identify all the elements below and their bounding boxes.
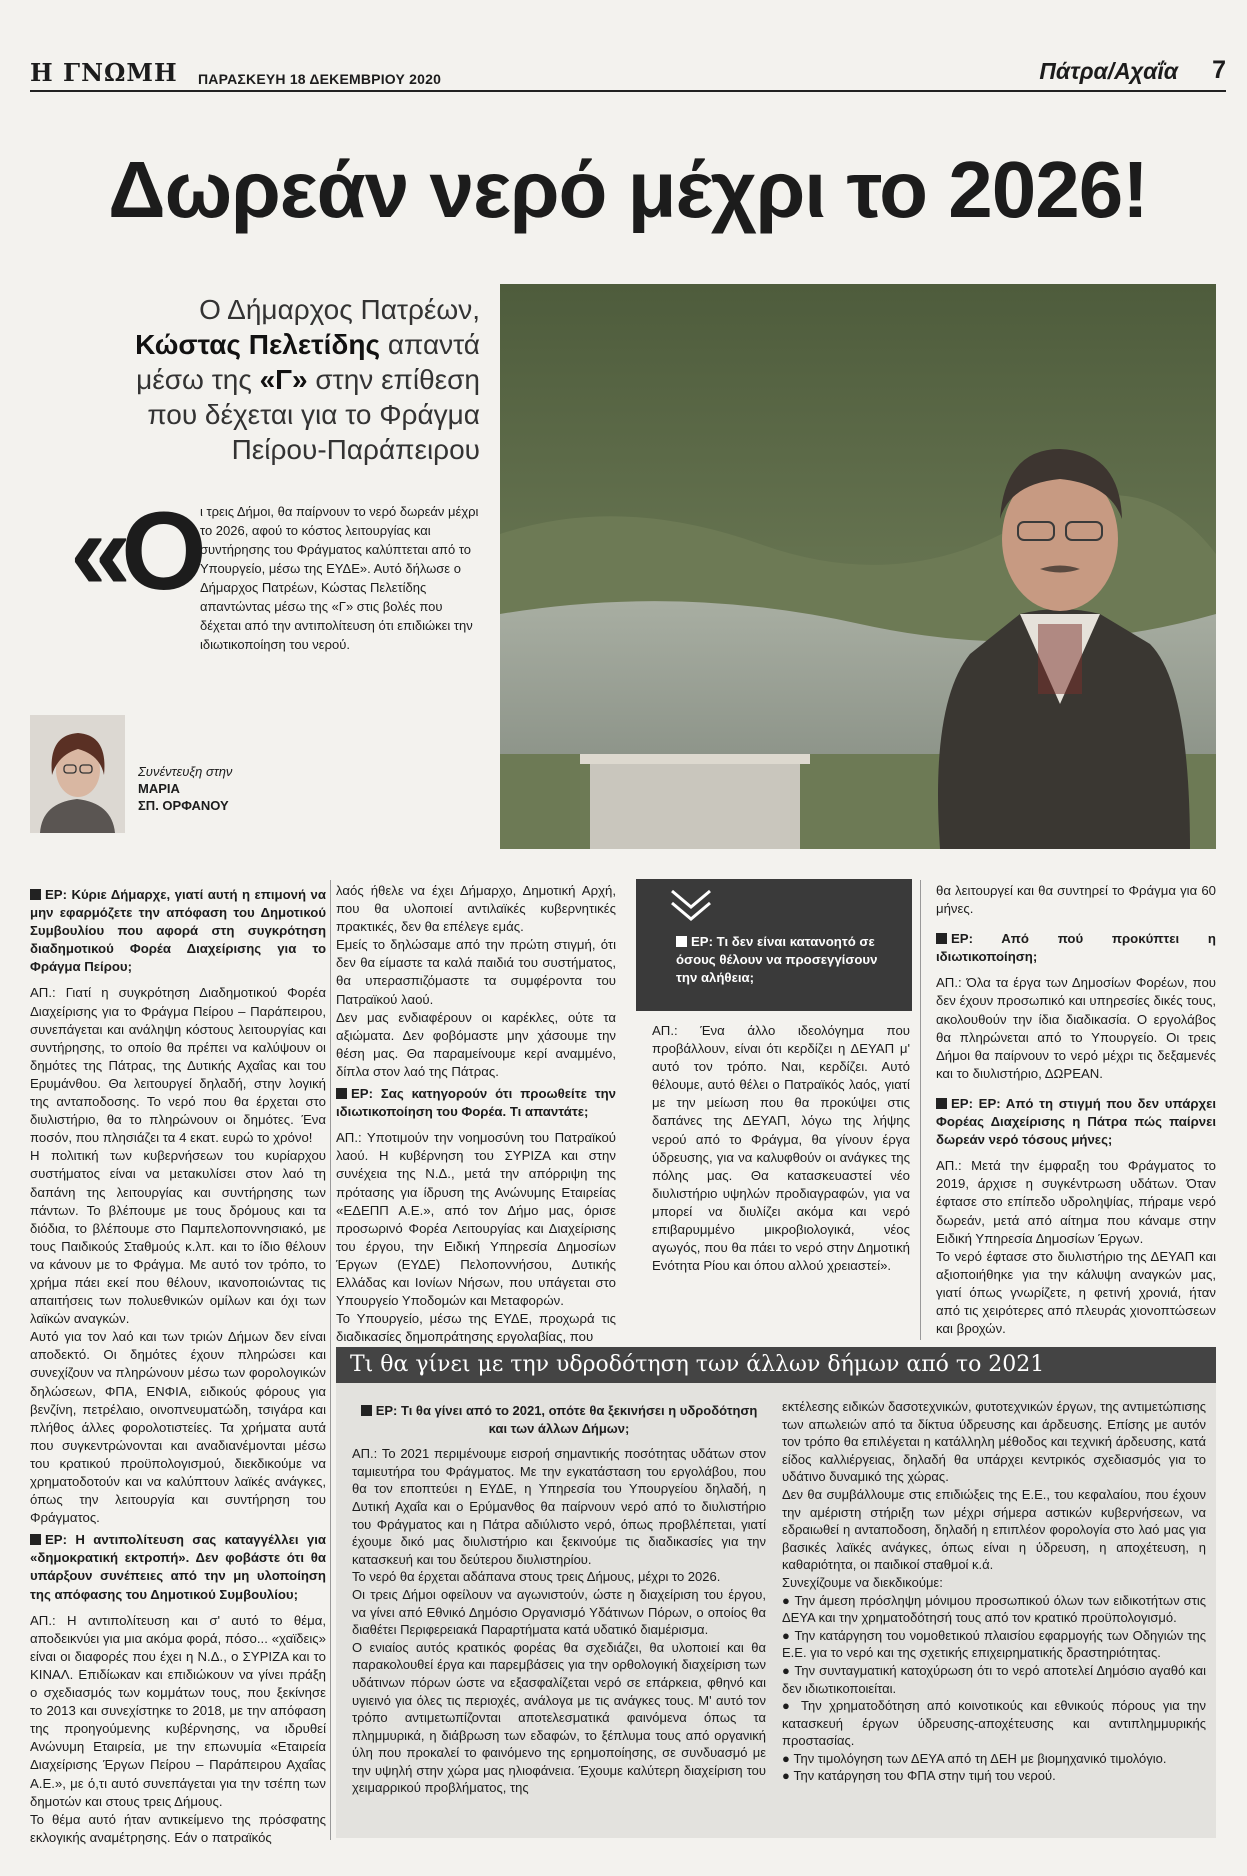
article-column-1 [30, 882, 326, 1847]
square-bullet-icon [676, 936, 687, 947]
square-bullet-icon [361, 1405, 372, 1416]
deck-text: μέσω της [136, 364, 260, 395]
paragraph: Το Υπουργείο, μέσω της ΕΥΔΕ, προχωρά τις διαδικασίες δημοπράτησης εργολαβίας, που [336, 1311, 616, 1345]
paragraph: Το θέμα αυτό ήταν αντικείμενο της πρόσφατης εκλογικής αναμέτρησης. Εάν ο πατραϊκός [30, 1811, 326, 1845]
reporter-label: Συνέντευξη στην [138, 764, 233, 779]
question [936, 1095, 1216, 1149]
deck-line: Ο Δήμαρχος Πατρέων, [199, 294, 480, 325]
answer: ΑΠ.: Το 2021 περιμένουμε εισροή σημαντικής ποσότητας υδάτων στον ταμιευτήρα του Φράγματος. Με την εγκατάσταση του εργολάβου, που θα τον εποπτεύει η ΕΥΔΕ, η Υπηρεσία του Υπουργείου δηλαδή, η Δυτική Αχαΐα και ο Ερύμανθος θα παίρνουν νερό από το διυλιστήριο του Φράγματος και η Πάτρα αδιύλιστο νερό, όπως προβλέπεται, γιατί έχουμε δικό μας διυλιστήριο και ξεκινούμε τις διαδικασίες για την κατασκευή και του δεύτερου διυλιστηρίου. [352, 1446, 766, 1567]
demand-text: Την συνταγματική κατοχύρωση ότι το νερό αποτελεί Δημόσιο αγαθό και δεν ιδιωτικοποιείται. [782, 1662, 1206, 1696]
box-column-left [352, 1398, 766, 1797]
answer: ΑΠ.: Μετά την έμφραξη του Φράγματος το 2019, άρχισε η συγκέντρωση υδάτων. Όταν έφτασε στο επίπεδο υδροληψίας, πήραμε νερό δωρεάν, μετά από αίτημα που κάναμε στην Ειδική Υπηρεσία Δημοσίων Έργων. [936, 1158, 1216, 1246]
page-number: 7 [1212, 56, 1226, 84]
reporter-caption [138, 763, 232, 814]
paragraph: Εμείς το δηλώσαμε από την πρώτη στιγμή, ότι δεν θα είμαστε τα καλά παιδιά του συστήματος, θα υπερασπιζόμαστε τα συμφέροντα του Πατραϊκού λαού. [336, 937, 616, 1007]
mayor-name: Κώστας Πελετίδης [135, 329, 381, 360]
paragraph: εκτέλεσης ειδικών δασοτεχνικών, φυτοτεχνικών έργων, της αντιμετώπισης των απωλειών από τα δίκτυα ύδρευσης και άρδευσης. Επίσης με αυτόν τον τρόπο θα επιλέγεται η κατάλληλη μέθοδος και τεχνική άρδευσης, κατά είδος καλλιέργειας, δηλαδή θα υπάρχει κεντρικός σχεδιασμός για το υδάτινο δυναμικό της χώρας. [782, 1399, 1206, 1485]
deck-text: απαντά [380, 329, 480, 360]
bullet-icon: ● [782, 1698, 801, 1714]
question-text: ΕΡ: Τι θα γίνει από το 2021, οπότε θα ξεκινήσει η υδροδότηση και των άλλων Δήμων; [375, 1403, 758, 1436]
paragraph: Αυτό για τον λαό και των τριών Δήμων δεν είναι αποδεκτό. Οι δημότες έχουν πληρώσει και συνεχίζουν να πληρώνουν μέσω των φορολογικών δηλώσεων, ΦΠΑ, ΕΝΦΙΑ, ειδικούς φόρους για βενζίνη, πετρέλαιο, οινοπνευματώδη, τσιγάρα και πλήθος άλλες φορολοτιστείες. Τα χρήματα αυτά που συγκεντρώνονται και αναδιανέμονται μέσω του κρατικού προϋπολογισμού, διεκδικούμε να χρηματοδοτούν και να καλύπτουν λαϊκές ανάγκες, όπως την λειτουργία και συντήρηση του Φράγματος. [30, 1329, 326, 1526]
question-text: ΕΡ: Κύριε Δήμαρχε, γιατί αυτή η επιμονή να μην εφαρμόζετε την απόφαση του Δημοτικού Συμβουλίου που αφορά στη συγκρότηση διαδημοτικού Φορέα Διαχείρισης για το Φράγμα Πείρου; [30, 887, 326, 975]
newspaper-logo: Η ΓΝΩΜΗ [30, 58, 178, 87]
headline: Δωρεάν νερό μέχρι το 2026! [108, 145, 1148, 234]
reporter-photo [30, 715, 125, 833]
question-text: ΕΡ: Η αντιπολίτευση σας καταγγέλλει για «δημοκρατική εκτροπή». Δεν φοβάστε ότι θα υπάρξουν συνέπειες από την μη υλοποίηση της απόφασης του Δημοτικού Συμβουλίου; [30, 1532, 326, 1602]
mayor-photo [500, 284, 1216, 849]
answer: ΑΠ.: Ένα άλλο ιδεολόγημα που προβάλλουν, είναι ότι κερδίζει η ΔΕΥΑΠ μ' αυτό τον τρόπο. Ναι, κερδίζει. Αυτό θέλουμε, αυτό θέλει ο Πατραϊκός λαός, γιατί με την μείωση που θα προκύψει στις δαπάνες της ΔΕΥΑΠ, λόγω της λήψης νερού από το Φράγμα, θα γίνουν έργα ύδρευσης, για να καλυφθούν οι ανάγκες της πόλης μας. Θα κατασκευαστεί νέο διυλιστήριο υψηλών προδιαγραφών, για να μπορεί να διυλίζει ακόμα και νερό επιβαρυμμένο μικροβιολογικά, νέος αγωγός, που θα πάει το νερό στην Δημοτική Ενότητα Ρίου και όπου αλλού χρειαστεί». [652, 1023, 910, 1274]
question-text: ΕΡ: Σας κατηγορούν ότι προωθείτε την ιδιωτικοποίηση του Φορέα. Τι απαντάτε; [336, 1086, 616, 1120]
square-bullet-icon [30, 1534, 41, 1545]
paragraph: Το νερό έφτασε στο διυλιστήριο της ΔΕΥΑΠ και αξιοποιήθηκε για την κάλυψη αναγκών μας, γιατί όπως γνωρίζετε, η φετινή χρονιά, ήταν από τις χειρότερες από πλευράς χιονοπτώσεων και βροχών. [936, 1248, 1216, 1337]
column-divider [330, 880, 331, 1840]
drop-quote-mark: «Ο [70, 490, 197, 613]
deck-line: που δέχεται για το Φράγμα [147, 399, 480, 430]
box-title-bar: Τι θα γίνει με την υδροδότηση των άλλων δήμων από το 2021 [336, 1347, 1216, 1383]
reporter-name [138, 781, 229, 813]
demand-text: Την τιμολόγηση των ΔΕΥΑ από τη ΔΕΗ με βιομηχανικό τιμολόγιο. [793, 1750, 1167, 1766]
paragraph: Δεν μας ενδιαφέρουν οι καρέκλες, ούτε τα αξιώματα. Δεν φοβόμαστε μην χάσουμε την θέση μας. Θα παραμείνουμε κερί αναμμένο, δίπλα στον λαό της Πάτρας. [336, 1009, 616, 1079]
column-divider [920, 880, 921, 1340]
article-column-4 [936, 882, 1216, 1338]
bullet-icon: ● [782, 1592, 795, 1608]
article-column-3 [652, 1022, 910, 1275]
newspaper-header [30, 52, 1226, 92]
question [936, 930, 1216, 966]
highlight-question-box [636, 879, 912, 1011]
chevron-down-icon [666, 885, 716, 925]
highlight-question [676, 933, 896, 987]
demand-item [782, 1767, 1206, 1785]
demand-item [782, 1592, 1206, 1627]
deck-gamma: «Γ» [259, 364, 308, 395]
deck-line [60, 362, 480, 397]
section-name: Πάτρα/Αχαΐα [1039, 58, 1178, 84]
paragraph: λαός ήθελε να έχει Δήμαρχο, Δημοτική Αρχή, που θα υλοποιεί αντιλαϊκές κυβερνητικές πρακτικές, δεν θα επέλεγε εμάς. [336, 883, 616, 935]
paragraph: Το νερό θα έρχεται αδάπανα στους τρεις Δήμους, μέχρι το 2026. [352, 1569, 721, 1585]
deck-line [60, 327, 480, 362]
article-column-2 [336, 882, 616, 1346]
answer: ΑΠ.: Γιατί η συγκρότηση Διαδημοτικού Φορέα Διαχείρισης για το Φράγμα Πείρου – Παράπειρου, συνεπάγεται και ανάληψη κόστους λειτουργίας και συντήρησης, το οποίο θα πρέπει να καλύψουν οι δημότες της Πάτρας, της Δυτικής Αχαΐας και του Ερυμάνθου. Θα λειτουργεί δηλαδή, στην λογική της ανταποδοσης. Το νερό που θα έρχεται στο διυλιστήριο, θα το πληρώνουν οι δημότες. Ένα ποσόν, που πλησιάζει τα 4 εκατ. ευρώ το χρόνο! [30, 985, 326, 1146]
square-bullet-icon [936, 933, 947, 944]
question-text: ΕΡ: ΕΡ: Από τη στιγμή που δεν υπάρχει Φορέας Διαχείρισης η Πάτρα πώς παίρνει δωρεάν νερό τόσους μήνες; [936, 1095, 1216, 1148]
square-bullet-icon [336, 1088, 347, 1099]
demand-item [782, 1697, 1206, 1750]
question [30, 886, 326, 976]
paragraph: Οι τρεις Δήμοι οφείλουν να αγωνιστούν, ώστε η διαχείριση του έργου, να γίνει από Εθνικό Δημόσιο Οργανισμό Υδάτινων Πόρων, ο οποίος θα διαθέτει Περιφερειακά Παραρτήματα κατά υδατικό διαμέρισμα. [352, 1586, 766, 1638]
answer: ΑΠ.: Όλα τα έργα των Δημοσίων Φορέων, που δεν έχουν προσωπικό και υπηρεσίες δικές τους, ακολουθούν την ίδια διαδικασία. Ο εργολάβος θα πληρώνεται από το Υπουργείο. Οι τρεις Δήμοι θα παίρνουν το νερό μέχρι τις δεξαμενές και το διυλιστήριο, ΔΩΡΕΑΝ. [936, 975, 1216, 1081]
question-text: ΕΡ: Από πού προκύπτει η ιδιωτικοποίηση; [936, 931, 1216, 965]
paragraph: Δεν θα συμβάλλουμε στις επιδιώξεις της Ε.Ε., του κεφαλαίου, που έχουν την αμέριστη στήριξη των μέχρι σήμερα αστικών κυβερνήσεων, να εδραιωθεί η ανταποδοση, δηλαδή η επιπλέον φορολογία στο λαό μας για βασικές λαϊκές ανάγκες, όπως είναι η ύδρευση, η αποχέτευση, η καθαριότητα, οι παιδικοί σταθμοί κ.ά. [782, 1486, 1206, 1573]
intro-paragraph: ι τρεις Δήμοι, θα παίρνουν το νερό δωρεάν μέχρι το 2026, αφού το κόστος λειτουργίας και συντήρησης του Φράγματος καλύπτεται από το Υπουργείο, μέσω της ΕΥΔΕ». Αυτό δήλωσε ο Δήμαρχος Πατρέων, Κώστας Πελετίδης απαντώντας μέσω της «Γ» στις βολές που δέχεται από την αντιπολίτευση ότι επιδιώκει την ιδιωτικοποίηση του νερού. [200, 504, 479, 652]
box-column-right [782, 1398, 1206, 1785]
reporter-first-name: ΜΑΡΙΑ [138, 781, 180, 796]
deck-line: Πείρου-Παράπειρου [231, 434, 480, 465]
deck-text: στην επίθεση [307, 364, 480, 395]
mayor-photo-illustration [500, 284, 1216, 849]
reporter-last-name: ΣΠ. ΟΡΦΑΝΟΥ [138, 798, 229, 813]
bullet-icon: ● [782, 1768, 794, 1784]
answer: ΑΠ.: Υποτιμούν την νοημοσύνη του Πατραϊκού λαού. Η κυβέρνηση του ΣΥΡΙΖΑ και στην συνέχεια της Ν.Δ., μετά την απόρριψη της πρότασης για ίδρυση της Ανώνυμης Εταιρείας «ΕΔΕΠΠ Α.Ε.», από τον Δήμο μας, όρισε προσωρινό Φορέα Λειτουργίας και Διαχείρισης του έργου, την Ειδική Υπηρεσία Δημοσίων Έργων (ΕΥΔΕ) Πελοποννήσου, Δυτικής Ελλάδας και Ιονίων Νήσων, που υπάγεται στο Υπουργείο Υποδομών και Μεταφορών. [336, 1130, 616, 1309]
question [30, 1531, 326, 1603]
bullet-icon: ● [782, 1627, 795, 1643]
demand-item [782, 1627, 1206, 1662]
square-bullet-icon [936, 1098, 947, 1109]
paragraph: Η πολιτική των κυβερνήσεων του κυρίαρχου συστήματος είναι να μετακυλίσει στον λαό τη δαπάνη της λειτουργίας και συντήρησης των πάντων. Το βλέπουμε με τους δρόμους και τα διόδια, το βλέπουμε στο Παμπελοποννησιακό, με τους Παιδικούς Σταθμούς κ.λπ. και το ίδιο θέλουν να κάνουν με το Φράγμα. Με αυτό τον τρόπο, το χρήμα πάει εκεί που θέλουν, ικανοποιώντας τις απαιτήσεις των πολυεθνικών ομίλων και όχι των λαϊκών αναγκών. [30, 1148, 326, 1327]
demand-text: Την κατάργηση του ΦΠΑ στην τιμή του νερού. [793, 1768, 1056, 1784]
demand-text: Την κατάργηση του νομοθετικού πλαισίου εφαρμογής των Οδηγιών της Ε.Ε. για το νερό και της σχετικής επιχειρηματικής δραστηριότητας. [782, 1627, 1206, 1661]
deck [60, 292, 480, 467]
bullet-icon: ● [782, 1662, 795, 1678]
demand-text: Την άμεση πρόσληψη μόνιμου προσωπικού όλων των ειδικοτήτων στις ΔΕΥΑ και την χρηματοδότησή τους από τον κρατικό προϋπολογισμό. [782, 1592, 1206, 1626]
question-text: ΕΡ: Τι δεν είναι κατανοητό σε όσους θέλουν να προσεγγίσουν την αλήθεια; [676, 934, 878, 985]
answer: ΑΠ.: Η αντιπολίτευση και σ' αυτό το θέμα, αποδεικνύει για μια ακόμα φορά, πόσο... «χαϊδεις» είναι οι διαφορές που έχει η Ν.Δ., ο ΣΥΡΙΖΑ και το ΚΙΝΑΛ. Επιδίωκαν και επιδιώκουν να γίνει πράξη ο σχεδιασμός των κομμάτων τους, που ξεκίνησε το 2013 και συνεχίστηκε το 2018, με την απόφαση της προηγούμενης κυβέρνησης, να ιδρυθεί Ανώνυμη Εταιρεία, με την επωνυμία «Εταιρεία Διαχείρισης Έργων Πείρου – Παράπειρου Αχαΐας Α.Ε.», με ό,τι αυτό συνεπάγεται για την τσέπη των δημοτών και στους τρεις Δήμους. [30, 1612, 326, 1809]
issue-date: ΠΑΡΑΣΚΕΥΗ 18 ΔΕΚΕΜΒΡΙΟΥ 2020 [198, 71, 442, 87]
square-bullet-icon [30, 889, 41, 900]
demand-item [782, 1750, 1206, 1768]
paragraph: Συνεχίζουμε να διεκδικούμε: [782, 1574, 943, 1590]
bullet-icon: ● [782, 1750, 794, 1766]
question [336, 1085, 616, 1121]
reporter-portrait [30, 715, 125, 833]
question [352, 1402, 766, 1437]
demand-item [782, 1662, 1206, 1697]
paragraph: θα λειτουργεί και θα συντηρεί το Φράγμα για 60 μήνες. [936, 883, 1216, 917]
paragraph: Ο ενιαίος αυτός κρατικός φορέας θα σχεδιάζει, θα υλοποιεί και θα παρακολουθεί έργα και παρεμβάσεις για την ορθολογική διαχείριση των υδάτινων πόρων ώστε να εξασφαλίζεται νερό σε επάρκεια, φθηνό και υγιεινό για όλες τις περιοχές, ανάλογα με τις ανάγκες τους. Μ' αυτό τον τρόπο αντιμετωπίζονται αποτελεσματικά φαινόμενα όπως τα πλημμυρικά, η διάβρωση των εδαφών, το ξέπλυμα τους από οργανική ύλη που προκαλεί το φαινόμενο της ερημοποίησης, σε συνδυασμό με την υψηλή στην χώρα μας ηλιοφάνεια. Έχουμε καλύτερη διαχείριση του χειμαρρικού προβλήματος, της [352, 1639, 766, 1796]
demand-text: Την χρηματοδότηση από κοινοτικούς και εθνικούς πόρους για την κατασκευή έργων ύδρευσης-αποχέτευσης και αντιπλημμυρικής προστασίας. [782, 1698, 1206, 1749]
